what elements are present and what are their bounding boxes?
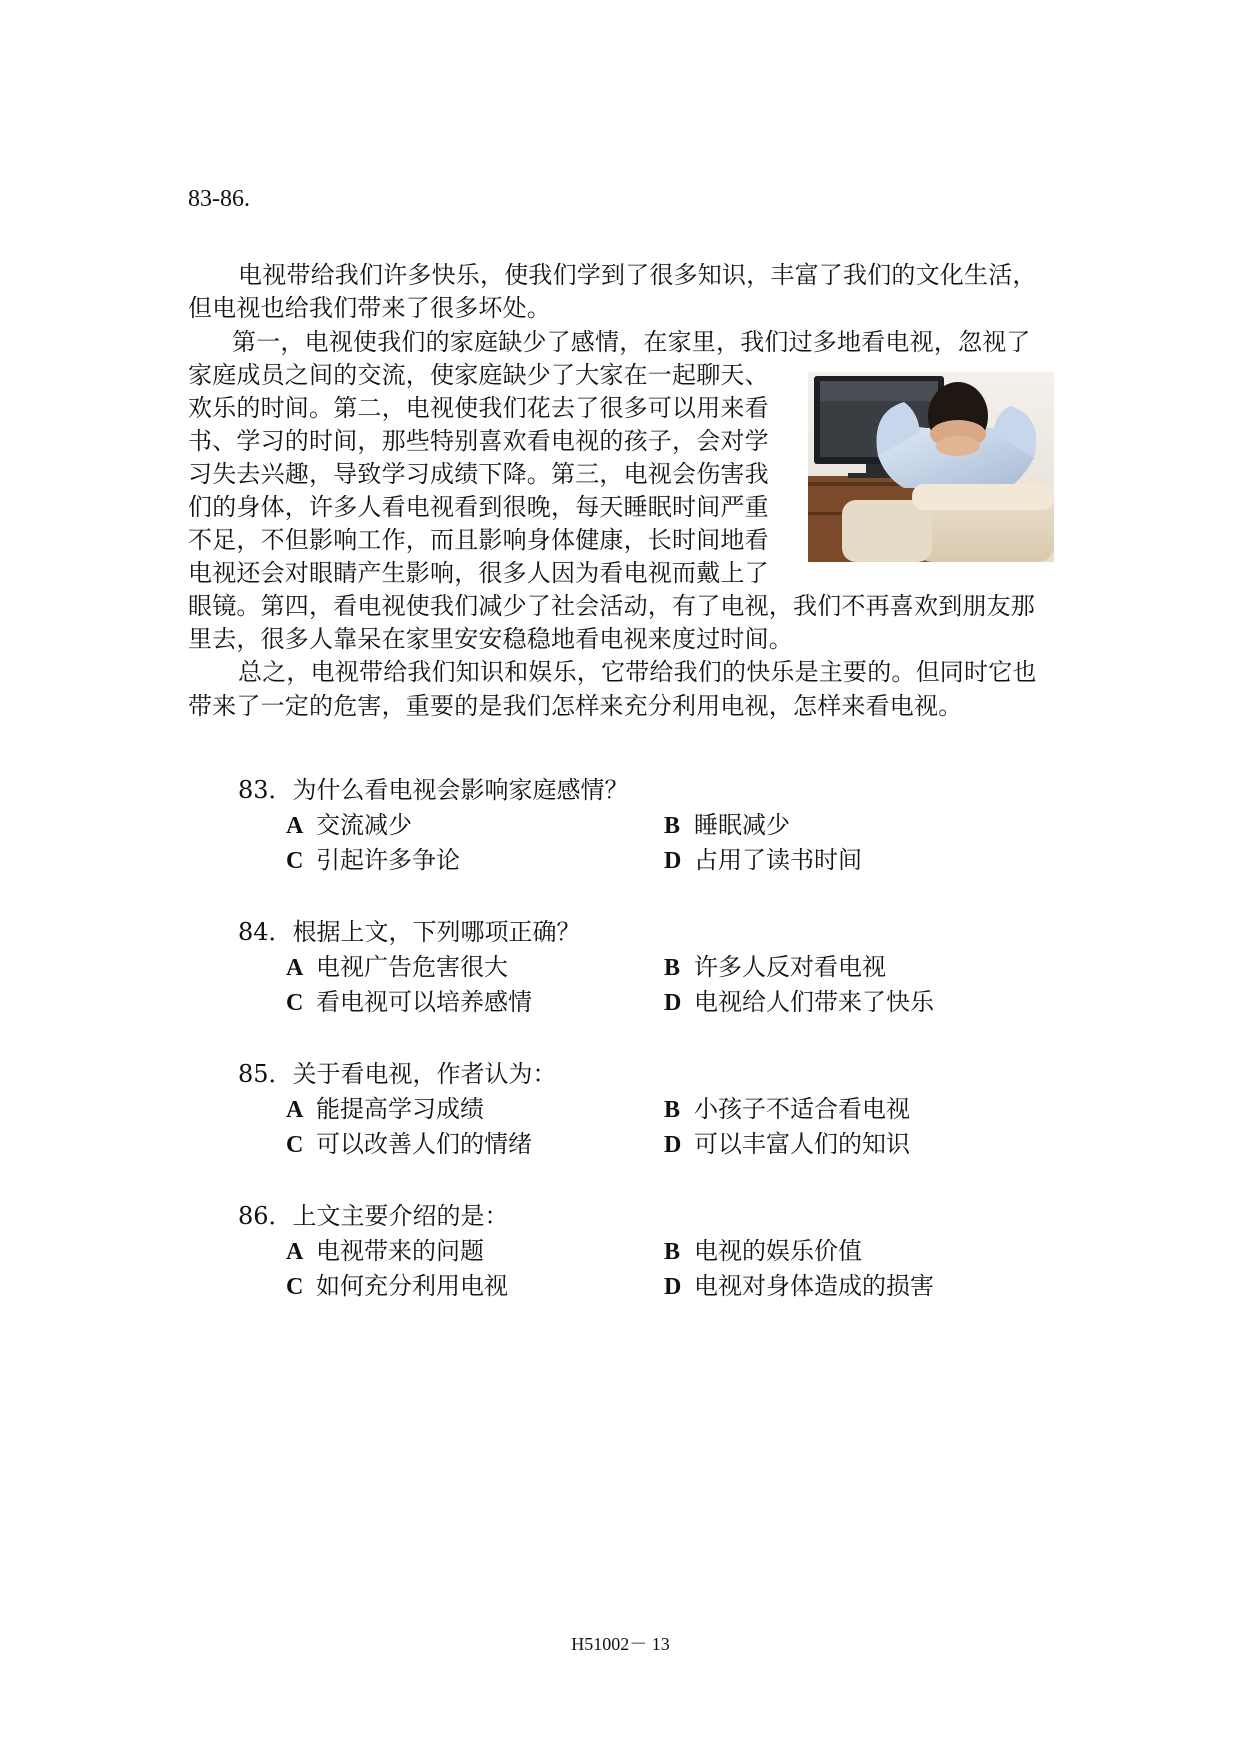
option-letter: B: [664, 813, 681, 839]
option-letter: C: [286, 848, 304, 874]
option-text: 电视对身体造成的损害: [694, 1272, 934, 1300]
question-86-option-b: [664, 1231, 862, 1266]
question-84-option-a: [286, 947, 508, 982]
passage-line: 习失去兴趣，导致学习成绩下降。第三，电视会伤害我: [188, 460, 769, 488]
question-84-option-c: [286, 982, 532, 1017]
question-84-stem: 84．根据上文，下列哪项正确？: [238, 918, 581, 946]
question-83-option-a: [286, 805, 412, 840]
option-letter: B: [664, 955, 681, 981]
option-letter: A: [286, 955, 304, 981]
option-letter: B: [664, 1097, 681, 1123]
passage-line: 里去，很多人靠呆在家里安安稳稳地看电视来度过时间。: [188, 625, 793, 653]
man-watching-tv-photo: [808, 372, 1054, 562]
question-86-option-a: [286, 1231, 484, 1266]
question-84-option-d: [664, 982, 934, 1017]
option-text: 电视带来的问题: [316, 1237, 484, 1265]
option-letter: C: [286, 1132, 304, 1158]
option-text: 如何充分利用电视: [316, 1272, 508, 1300]
passage-line: 不足，不但影响工作，而且影响身体健康，长时间地看: [188, 526, 769, 554]
question-83-option-d: [664, 840, 862, 875]
option-text: 电视的娱乐价值: [694, 1237, 862, 1265]
question-84-option-b: [664, 947, 886, 982]
option-letter: D: [664, 1274, 682, 1300]
passage-line: 眼镜。第四，看电视使我们减少了社会活动，有了电视，我们不再喜欢到朋友那: [188, 592, 1035, 620]
question-83-stem: 83．为什么看电视会影响家庭感情？: [238, 776, 629, 804]
option-text: 电视广告危害很大: [316, 953, 508, 981]
passage-line: 电视带给我们许多快乐，使我们学到了很多知识，丰富了我们的文化生活，: [238, 261, 1037, 289]
option-text: 睡眠减少: [694, 811, 790, 839]
option-letter: D: [664, 990, 682, 1016]
passage-line: 总之，电视带给我们知识和娱乐，它带给我们的快乐是主要的。但同时它也: [238, 658, 1037, 686]
page-footer: H51002－ 13: [571, 1634, 670, 1654]
question-86-stem: 86．上文主要介绍的是：: [238, 1202, 509, 1230]
option-letter: A: [286, 1239, 304, 1265]
option-text: 许多人反对看电视: [694, 953, 886, 981]
option-text: 能提高学习成绩: [316, 1095, 484, 1123]
passage-line: 书、学习的时间，那些特别喜欢看电视的孩子，会对学: [188, 427, 769, 455]
question-85-option-d: [664, 1124, 910, 1159]
option-text: 引起许多争论: [316, 846, 460, 874]
option-text: 可以丰富人们的知识: [694, 1130, 910, 1158]
passage-line: 家庭成员之间的交流，使家庭缺少了大家在一起聊天、: [188, 361, 769, 389]
option-letter: D: [664, 1132, 682, 1158]
passage-line: 带来了一定的危害，重要的是我们怎样来充分利用电视，怎样来看电视。: [188, 692, 963, 720]
question-86-option-c: [286, 1266, 508, 1301]
passage-line: 但电视也给我们带来了很多坏处。: [188, 294, 551, 322]
passage-line: 电视还会对眼睛产生影响，很多人因为看电视而戴上了: [188, 559, 769, 587]
question-85-option-b: [664, 1089, 910, 1124]
question-83-option-b: [664, 805, 790, 840]
question-85-stem: 85．关于看电视，作者认为：: [238, 1060, 557, 1088]
option-text: 占用了读书时间: [694, 846, 862, 874]
option-text: 交流减少: [316, 811, 412, 839]
question-85-option-a: [286, 1089, 484, 1124]
option-text: 小孩子不适合看电视: [694, 1095, 910, 1123]
option-letter: B: [664, 1239, 681, 1265]
option-letter: A: [286, 1097, 304, 1123]
option-text: 看电视可以培养感情: [316, 988, 532, 1016]
option-letter: A: [286, 813, 304, 839]
question-86-option-d: [664, 1266, 934, 1301]
question-85-option-c: [286, 1124, 532, 1159]
option-text: 电视给人们带来了快乐: [694, 988, 934, 1016]
option-letter: D: [664, 848, 682, 874]
question-83-option-c: [286, 840, 460, 875]
passage-line: 欢乐的时间。第二，电视使我们花去了很多可以用来看: [188, 394, 769, 422]
option-letter: C: [286, 1274, 304, 1300]
option-letter: C: [286, 990, 304, 1016]
passage-line: 们的身体，许多人看电视看到很晚，每天睡眠时间严重: [188, 493, 769, 521]
section-label: 83-86.: [188, 186, 250, 212]
passage-line: 第一，电视使我们的家庭缺少了感情，在家里，我们过多地看电视，忽视了: [232, 328, 1031, 356]
option-text: 可以改善人们的情绪: [316, 1130, 532, 1158]
